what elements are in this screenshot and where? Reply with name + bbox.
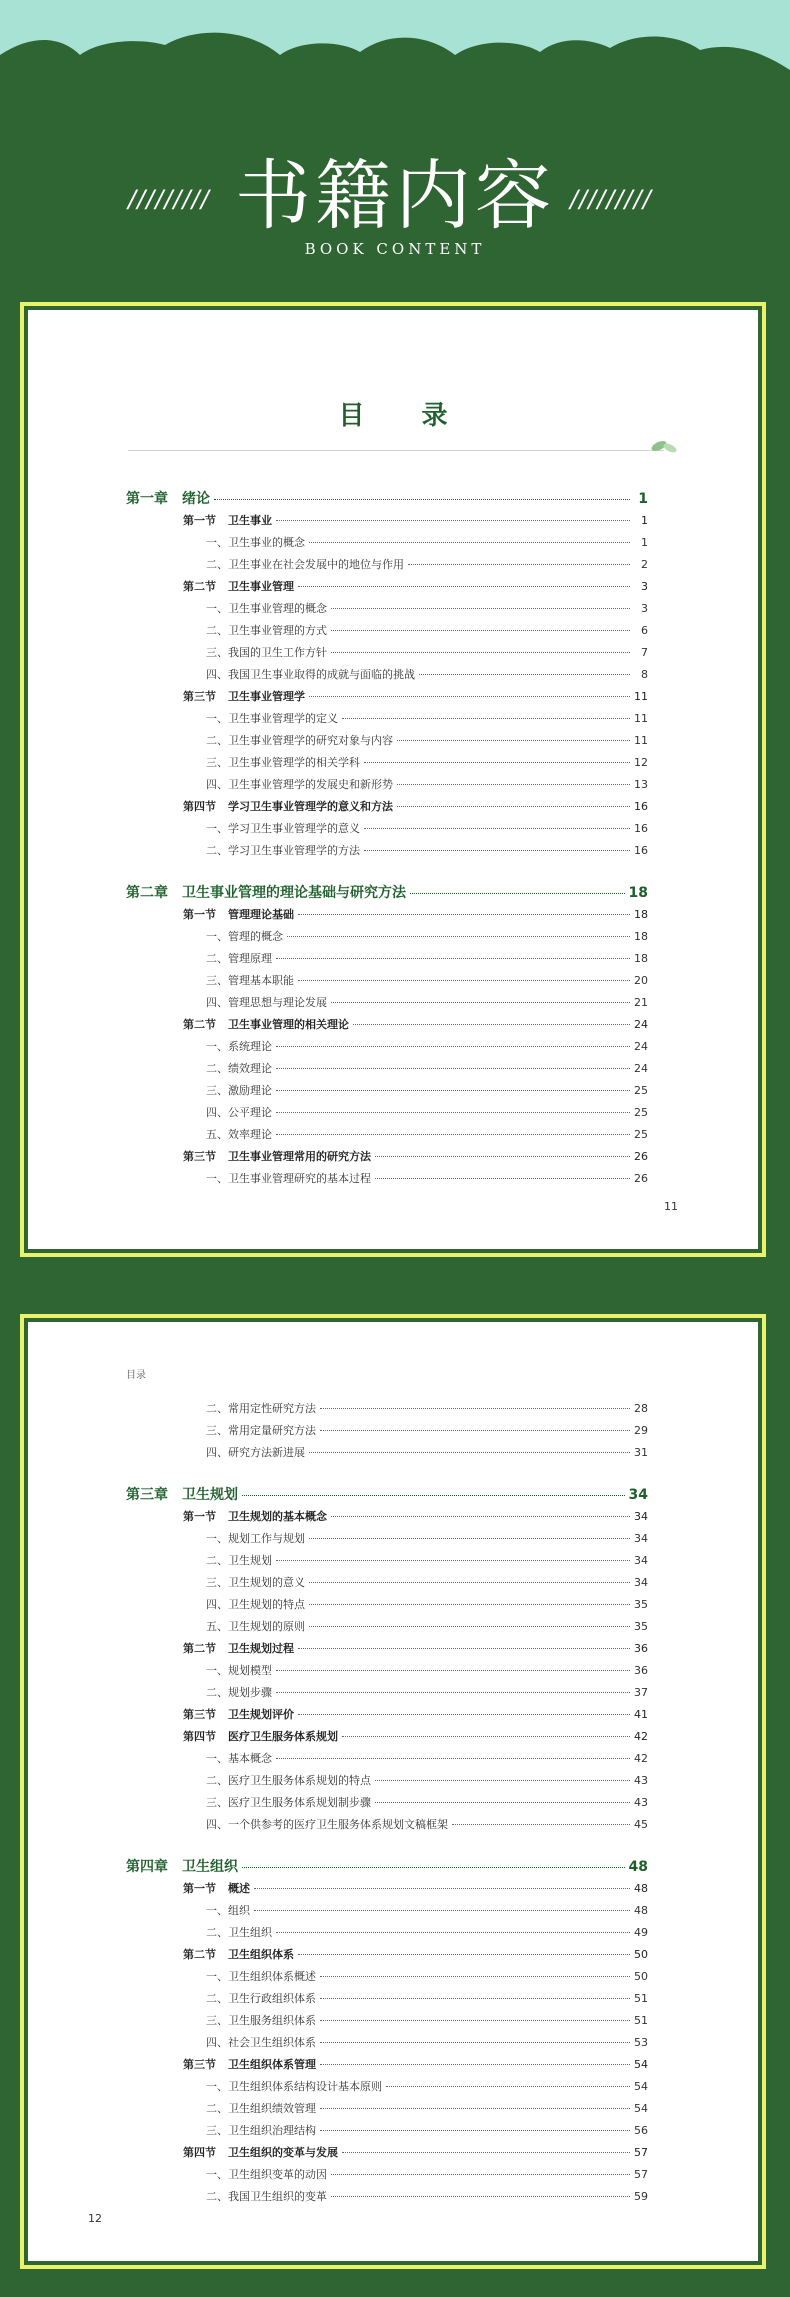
toc-entry-item [206, 2122, 648, 2142]
toc-entry-title: 四、管理思想与理论发展 [206, 996, 327, 1009]
toc-entry-item [206, 1794, 648, 1814]
toc-entry-page: 3 [641, 602, 648, 615]
toc-entry-title: 五、效率理论 [206, 1128, 272, 1141]
toc-entry-page: 1 [641, 514, 648, 527]
toc-entry-page: 50 [634, 1948, 648, 1961]
toc-entry-title: 一、卫生组织体系概述 [206, 1970, 316, 1983]
toc-entry-page: 11 [634, 690, 648, 703]
toc-entry-page: 16 [634, 822, 648, 835]
dot-leader [276, 1758, 630, 1759]
toc-entry-page: 13 [634, 778, 648, 791]
toc-entry-title: 卫生事业 [228, 514, 272, 527]
toc-entry-page: 42 [634, 1752, 648, 1765]
dot-leader [276, 520, 630, 521]
toc-entry-page: 25 [634, 1128, 648, 1141]
toc-page-1 [20, 302, 766, 1257]
toc-entry-page: 43 [634, 1796, 648, 1809]
toc-entry-title: 二、绩效理论 [206, 1062, 272, 1075]
toc-entry-title: 四、一个供参考的医疗卫生服务体系规划文稿框架 [206, 1818, 448, 1831]
toc-entry-number: 第二节 [183, 1018, 216, 1031]
toc-entry-page: 42 [634, 1730, 648, 1743]
toc-entry-item [206, 928, 648, 948]
toc-entry-title: 一、卫生事业管理研究的基本过程 [206, 1172, 371, 1185]
toc-entry-item [206, 732, 648, 752]
toc-entry-title: 一、规划工作与规划 [206, 1532, 305, 1545]
toc-entry-title: 一、系统理论 [206, 1040, 272, 1053]
dot-leader [320, 2108, 630, 2109]
toc-entry-title: 学习卫生事业管理学的意义和方法 [228, 800, 393, 813]
dot-leader [320, 1976, 630, 1977]
toc-entry-section [183, 512, 648, 532]
toc-entry-title: 一、卫生组织体系结构设计基本原则 [206, 2080, 382, 2093]
dot-leader [298, 1954, 630, 1955]
toc-entry-item [206, 1038, 648, 1058]
toc-entry-item [206, 2034, 648, 2054]
dot-leader [309, 1538, 630, 1539]
toc-entry-title: 一、卫生事业管理学的定义 [206, 712, 338, 725]
toc-entry-title: 二、常用定性研究方法 [206, 1402, 316, 1415]
toc-entry-title: 三、卫生事业管理学的相关学科 [206, 756, 360, 769]
toc-entry-title: 卫生规划 [182, 1487, 238, 1503]
toc-entry-section [183, 2056, 648, 2076]
dot-leader [331, 2174, 630, 2175]
toc-entry-title: 绪论 [182, 491, 210, 507]
toc-entry-page: 18 [634, 952, 648, 965]
toc-entry-title: 四、卫生规划的特点 [206, 1598, 305, 1611]
hero-slashes-right: ///////// [570, 185, 652, 213]
toc-entry-page: 18 [634, 930, 648, 943]
toc-entry-title: 四、社会卫生组织体系 [206, 2036, 316, 2049]
dot-leader [364, 850, 630, 851]
toc-entry-title: 一、卫生组织变革的动因 [206, 2168, 327, 2181]
toc-entry-number: 第二节 [183, 1948, 216, 1961]
dot-leader [320, 2042, 630, 2043]
dot-leader [242, 1867, 625, 1868]
toc-entry-item [206, 1170, 648, 1190]
dot-leader [386, 2086, 630, 2087]
toc-entry-page: 51 [634, 2014, 648, 2027]
toc-entry-item [206, 2188, 648, 2208]
dot-leader [254, 1910, 630, 1911]
toc-entry-number: 第四节 [183, 1730, 216, 1743]
toc-entry-item [206, 1530, 648, 1550]
toc-entry-title: 一、规划模型 [206, 1664, 272, 1677]
toc-entry-number: 第一节 [183, 1510, 216, 1523]
toc-entry-page: 54 [634, 2102, 648, 2115]
toc-entry-item [206, 1924, 648, 1944]
toc-entry-item [206, 1400, 648, 1420]
toc-entry-item [206, 556, 648, 576]
toc-entry-section [183, 1706, 648, 1726]
dot-leader [331, 1002, 630, 1003]
toc-entry-title: 二、卫生规划 [206, 1554, 272, 1567]
toc-entry-page: 48 [628, 1859, 648, 1875]
toc-entry-section [183, 2144, 648, 2164]
dot-leader [342, 1736, 630, 1737]
toc-entry-page: 16 [634, 800, 648, 813]
toc-entry-item [206, 1902, 648, 1922]
toc-entry-page: 34 [628, 1487, 648, 1503]
dot-leader [298, 1714, 630, 1715]
toc-entry-page: 48 [634, 1904, 648, 1917]
toc-entry-item [206, 1816, 648, 1836]
dot-leader [331, 630, 630, 631]
toc-entry-number: 第二节 [183, 1642, 216, 1655]
dot-leader [276, 1046, 630, 1047]
dot-leader [214, 499, 630, 500]
toc-entry-page: 16 [634, 844, 648, 857]
hero-title: 书籍内容 [235, 151, 555, 240]
dot-leader [452, 1824, 630, 1825]
toc-entry-page: 21 [634, 996, 648, 1009]
toc-entry-page: 37 [634, 1686, 648, 1699]
dot-leader [276, 1670, 630, 1671]
toc-entry-page: 18 [628, 885, 648, 901]
toc-entry-title: 管理理论基础 [228, 908, 294, 921]
toc-entry-title: 三、常用定量研究方法 [206, 1424, 316, 1437]
toc-entry-title: 二、卫生事业管理的方式 [206, 624, 327, 637]
toc-entry-page: 2 [641, 558, 648, 571]
dot-leader [276, 1068, 630, 1069]
toc-entry-page: 54 [634, 2080, 648, 2093]
page-number: 12 [88, 2212, 102, 2225]
running-head: 目录 [126, 1370, 146, 1381]
dot-leader [364, 762, 630, 763]
dot-leader [309, 542, 630, 543]
toc-entry-title: 卫生规划评价 [228, 1708, 294, 1721]
toc-entry-page: 1 [641, 536, 648, 549]
toc-entry-page: 28 [634, 1402, 648, 1415]
toc-entry-number: 第四节 [183, 800, 216, 813]
toc-entry-item [206, 950, 648, 970]
toc-entry-title: 四、卫生事业管理学的发展史和新形势 [206, 778, 393, 791]
dot-leader [375, 1802, 630, 1803]
dot-leader [309, 1626, 630, 1627]
dot-leader [320, 2020, 630, 2021]
dot-leader [309, 1452, 630, 1453]
toc-entry-page: 41 [634, 1708, 648, 1721]
toc-entry-title: 一、组织 [206, 1904, 250, 1917]
dot-leader [342, 718, 630, 719]
toc-entry-item [206, 1772, 648, 1792]
dot-leader [397, 806, 630, 807]
toc-entry-title: 概述 [228, 1882, 250, 1895]
toc-entry-title: 三、卫生组织治理结构 [206, 2124, 316, 2137]
toc-entry-page: 24 [634, 1018, 648, 1031]
toc-entry-page: 51 [634, 1992, 648, 2005]
toc-entry-page: 34 [634, 1510, 648, 1523]
dot-leader [397, 740, 630, 741]
toc-entry-title: 三、我国的卫生工作方针 [206, 646, 327, 659]
toc-entry-page: 57 [634, 2168, 648, 2181]
toc-entry-item [206, 972, 648, 992]
toc-entry-page: 36 [634, 1642, 648, 1655]
toc-entry-page: 53 [634, 2036, 648, 2049]
toc-entry-section [183, 798, 648, 818]
toc-entry-item [206, 776, 648, 796]
dot-leader [276, 1134, 630, 1135]
page-number: 11 [664, 1200, 678, 1213]
dot-leader [331, 1516, 630, 1517]
dot-leader [342, 2152, 630, 2153]
toc-entry-section [183, 1728, 648, 1748]
toc-entry-item [206, 994, 648, 1014]
toc-entry-number: 第一节 [183, 1882, 216, 1895]
toc-entry-item [206, 1596, 648, 1616]
toc-entry-section [183, 1016, 648, 1036]
toc-entry-title: 三、医疗卫生服务体系规划制步骤 [206, 1796, 371, 1809]
toc-entry-title: 五、卫生规划的原则 [206, 1620, 305, 1633]
toc-entry-page: 48 [634, 1882, 648, 1895]
toc-entry-number: 第三节 [183, 2058, 216, 2071]
toc-entry-item [206, 1552, 648, 1572]
toc-entry-item [206, 644, 648, 664]
toc-entry-title: 二、卫生事业在社会发展中的地位与作用 [206, 558, 404, 571]
dot-leader [410, 893, 625, 894]
toc-entry-title: 医疗卫生服务体系规划 [228, 1730, 338, 1743]
dot-leader [364, 828, 630, 829]
toc-entry-item [206, 1082, 648, 1102]
toc-entry-page: 11 [634, 712, 648, 725]
dot-leader [298, 586, 630, 587]
toc-entry-page: 29 [634, 1424, 648, 1437]
toc-entry-title: 二、卫生组织绩效管理 [206, 2102, 316, 2115]
toc-entry-page: 43 [634, 1774, 648, 1787]
toc-entry-title: 卫生事业管理学 [228, 690, 305, 703]
leaf-icon [650, 436, 678, 456]
toc-entry-page: 50 [634, 1970, 648, 1983]
toc-entry-title: 一、学习卫生事业管理学的意义 [206, 822, 360, 835]
toc-entry-title: 卫生组织体系 [228, 1948, 294, 1961]
toc-entry-section [183, 906, 648, 926]
toc-heading: 目 录 [338, 401, 472, 431]
dot-leader [298, 914, 630, 915]
toc-entry-page: 26 [634, 1150, 648, 1163]
toc-entry-item [206, 1684, 648, 1704]
toc-entry-title: 二、医疗卫生服务体系规划的特点 [206, 1774, 371, 1787]
dot-leader [320, 1998, 630, 1999]
dot-leader [242, 1495, 625, 1496]
dot-leader [375, 1156, 630, 1157]
toc-entry-page: 34 [634, 1532, 648, 1545]
toc-entry-page: 57 [634, 2146, 648, 2159]
toc-entry-number: 第三节 [183, 1150, 216, 1163]
toc-entry-number: 第一节 [183, 514, 216, 527]
toc-entry-item [206, 1060, 648, 1080]
toc-entry-number: 第二章 [126, 885, 168, 901]
toc-entry-title: 卫生事业管理的相关理论 [228, 1018, 349, 1031]
toc-entry-section [183, 1508, 648, 1528]
toc-entry-number: 第四节 [183, 2146, 216, 2159]
toc-entry-chapter [126, 488, 648, 508]
toc-entry-item [206, 1662, 648, 1682]
toc-entry-number: 第一章 [126, 491, 168, 507]
toc-entry-section [183, 578, 648, 598]
toc-entry-title: 三、卫生规划的意义 [206, 1576, 305, 1589]
toc-entry-item [206, 666, 648, 686]
toc-entry-title: 四、我国卫生事业取得的成就与面临的挑战 [206, 668, 415, 681]
toc-entry-title: 一、卫生事业管理的概念 [206, 602, 327, 615]
dot-leader [298, 1648, 630, 1649]
dot-leader [276, 1560, 630, 1561]
toc-entry-page: 34 [634, 1576, 648, 1589]
toc-entry-page: 34 [634, 1554, 648, 1567]
toc-entry-item [206, 2166, 648, 2186]
toc-entry-item [206, 710, 648, 730]
toc-entry-item [206, 1618, 648, 1638]
dot-leader [276, 1112, 630, 1113]
toc-entry-page: 18 [634, 908, 648, 921]
toc-entry-item [206, 2012, 648, 2032]
toc-entry-chapter [126, 1856, 648, 1876]
dot-leader [320, 2130, 630, 2131]
toc-entry-page: 11 [634, 734, 648, 747]
hero-subtitle: BOOK CONTENT [304, 240, 486, 258]
toc-entry-section [183, 1880, 648, 1900]
toc-entry-chapter [126, 882, 648, 902]
toc-entry-item [206, 2078, 648, 2098]
dot-leader [397, 784, 630, 785]
toc-entry-item [206, 2100, 648, 2120]
toc-entry-page: 8 [641, 668, 648, 681]
dot-leader [276, 1932, 630, 1933]
dot-leader [375, 1178, 630, 1179]
toc-entry-item [206, 820, 648, 840]
hero-slashes-left: ///////// [128, 185, 210, 213]
toc-entry-page: 25 [634, 1106, 648, 1119]
toc-entry-title: 卫生事业管理常用的研究方法 [228, 1150, 371, 1163]
toc-entry-page: 7 [641, 646, 648, 659]
dot-leader [309, 696, 630, 697]
toc-entry-title: 卫生规划过程 [228, 1642, 294, 1655]
toc-entry-section [183, 1148, 648, 1168]
toc-entry-number: 第三章 [126, 1487, 168, 1503]
dot-leader [298, 980, 630, 981]
toc-entry-item [206, 1104, 648, 1124]
toc-entry-item [206, 1444, 648, 1464]
toc-entry-number: 第三节 [183, 690, 216, 703]
toc-entry-page: 12 [634, 756, 648, 769]
toc-entry-title: 卫生组织的变革与发展 [228, 2146, 338, 2159]
toc-entry-title: 二、管理原理 [206, 952, 272, 965]
dot-leader [408, 564, 630, 565]
toc-entry-item [206, 1750, 648, 1770]
toc-entry-title: 卫生组织体系管理 [228, 2058, 316, 2071]
toc-entry-item [206, 534, 648, 554]
toc-entry-title: 一、卫生事业的概念 [206, 536, 305, 549]
toc-entry-title: 一、基本概念 [206, 1752, 272, 1765]
toc-entry-number: 第二节 [183, 580, 216, 593]
toc-entry-title: 三、激励理论 [206, 1084, 272, 1097]
toc-entry-title: 二、卫生事业管理学的研究对象与内容 [206, 734, 393, 747]
toc-entry-page: 1 [638, 491, 648, 507]
dot-leader [320, 2064, 630, 2065]
toc-entry-item [206, 842, 648, 862]
heading-divider [128, 450, 664, 451]
toc-entry-page: 3 [641, 580, 648, 593]
toc-entry-item [206, 1990, 648, 2010]
dot-leader [353, 1024, 630, 1025]
toc-entry-page: 59 [634, 2190, 648, 2203]
toc-entry-title: 卫生规划的基本概念 [228, 1510, 327, 1523]
toc-entry-title: 卫生组织 [182, 1859, 238, 1875]
dot-leader [276, 1090, 630, 1091]
toc-entry-title: 二、卫生行政组织体系 [206, 1992, 316, 2005]
toc-entry-page: 35 [634, 1620, 648, 1633]
toc-entry-title: 三、管理基本职能 [206, 974, 294, 987]
hero-banner [0, 150, 790, 270]
toc-entry-number: 第一节 [183, 908, 216, 921]
dot-leader [276, 958, 630, 959]
toc-entry-title: 卫生事业管理 [228, 580, 294, 593]
toc-entry-title: 四、研究方法新进展 [206, 1446, 305, 1459]
dot-leader [419, 674, 630, 675]
dot-leader [287, 936, 630, 937]
toc-entry-item [206, 1126, 648, 1146]
dot-leader [309, 1604, 630, 1605]
toc-entry-title: 二、学习卫生事业管理学的方法 [206, 844, 360, 857]
toc-entry-title: 一、管理的概念 [206, 930, 283, 943]
dot-leader [320, 1408, 630, 1409]
toc-entry-item [206, 1968, 648, 1988]
toc-entry-chapter [126, 1484, 648, 1504]
toc-entry-page: 35 [634, 1598, 648, 1611]
toc-page-1-sheet [28, 310, 758, 1249]
header-wave-decoration [0, 0, 790, 90]
toc-entry-page: 56 [634, 2124, 648, 2137]
toc-entry-title: 四、公平理论 [206, 1106, 272, 1119]
toc-entry-title: 二、卫生组织 [206, 1926, 272, 1939]
toc-entry-title: 二、我国卫生组织的变革 [206, 2190, 327, 2203]
toc-entry-number: 第三节 [183, 1708, 216, 1721]
toc-entry-page: 54 [634, 2058, 648, 2071]
toc-entry-page: 6 [641, 624, 648, 637]
toc-entry-title: 卫生事业管理的理论基础与研究方法 [182, 885, 406, 901]
dot-leader [276, 1692, 630, 1693]
toc-entry-page: 31 [634, 1446, 648, 1459]
toc-entry-section [183, 1640, 648, 1660]
toc-entry-page: 24 [634, 1040, 648, 1053]
dot-leader [331, 2196, 630, 2197]
toc-page-2-sheet [28, 1322, 758, 2261]
dot-leader [309, 1582, 630, 1583]
toc-entry-number: 第四章 [126, 1859, 168, 1875]
toc-entry-item [206, 754, 648, 774]
toc-entry-section [183, 688, 648, 708]
toc-entry-page: 25 [634, 1084, 648, 1097]
toc-entry-title: 三、卫生服务组织体系 [206, 2014, 316, 2027]
toc-entry-title: 二、规划步骤 [206, 1686, 272, 1699]
dot-leader [331, 608, 630, 609]
toc-entry-page: 24 [634, 1062, 648, 1075]
toc-entry-item [206, 1574, 648, 1594]
toc-entry-page: 20 [634, 974, 648, 987]
toc-entry-page: 26 [634, 1172, 648, 1185]
dot-leader [254, 1888, 630, 1889]
dot-leader [375, 1780, 630, 1781]
toc-entry-page: 45 [634, 1818, 648, 1831]
toc-entry-item [206, 600, 648, 620]
toc-entry-item [206, 622, 648, 642]
toc-entry-section [183, 1946, 648, 1966]
dot-leader [320, 1430, 630, 1431]
dot-leader [331, 652, 630, 653]
toc-page-2 [20, 1314, 766, 2269]
toc-entry-item [206, 1422, 648, 1442]
toc-entry-page: 49 [634, 1926, 648, 1939]
toc-entry-page: 36 [634, 1664, 648, 1677]
